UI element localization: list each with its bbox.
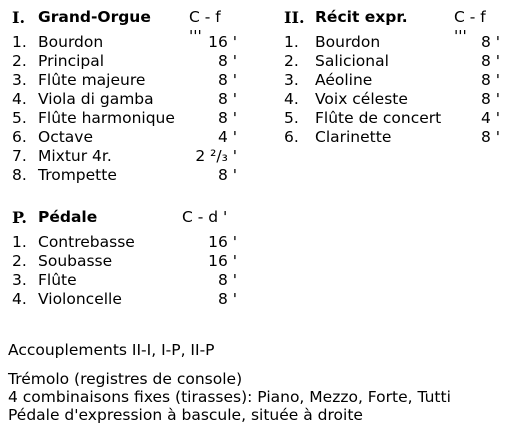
- stop-pitch: 8 ': [480, 33, 500, 51]
- stop-pitch: 8 ': [217, 290, 237, 308]
- stop-number: 6.: [12, 128, 27, 146]
- stop-name: Soubasse: [38, 252, 113, 270]
- division-recit: [284, 8, 500, 146]
- stop-row: [12, 166, 237, 185]
- stop-number: 2.: [284, 52, 299, 70]
- division-compass: C - f ''': [454, 8, 486, 45]
- stop-pitch: 4 ': [217, 128, 237, 146]
- stop-number: 1.: [12, 233, 27, 251]
- stop-list: [12, 233, 237, 309]
- division-compass: C - d ': [182, 208, 228, 226]
- division-header: [12, 208, 237, 227]
- stop-pitch: 2 ²/₃ ': [195, 147, 237, 165]
- stop-number: 7.: [12, 147, 27, 165]
- stop-number: 1.: [284, 33, 299, 51]
- stop-name: Bourdon: [38, 33, 104, 51]
- accessory-tremolo: Trémolo (registres de console): [8, 370, 243, 388]
- stop-row: [284, 52, 500, 71]
- stop-pitch: 8 ': [217, 52, 237, 70]
- stop-row: [284, 128, 500, 147]
- stop-row: [12, 290, 237, 309]
- stop-number: 2.: [12, 52, 27, 70]
- accessories-list: [8, 370, 451, 424]
- stop-list: [284, 33, 500, 147]
- stop-row: [12, 147, 237, 166]
- stop-list: [12, 33, 237, 185]
- stop-row: [12, 90, 237, 109]
- stop-number: 1.: [12, 33, 27, 51]
- stop-name: Clarinette: [315, 128, 392, 146]
- stop-row: [12, 52, 237, 71]
- stop-row: [12, 233, 237, 252]
- stop-row: [12, 71, 237, 90]
- stop-row: [12, 33, 237, 52]
- stop-name: Contrebasse: [38, 233, 135, 251]
- stop-name: Voix céleste: [315, 90, 408, 108]
- stop-pitch: 8 ': [217, 109, 237, 127]
- division-numeral: II.: [284, 8, 305, 27]
- stop-name: Flûte harmonique: [38, 109, 175, 127]
- stop-row: [284, 109, 500, 128]
- stop-number: 5.: [12, 109, 27, 127]
- stop-number: 8.: [12, 166, 27, 184]
- stop-name: Mixtur 4r.: [38, 147, 112, 165]
- stop-pitch: 8 ': [480, 71, 500, 89]
- division-grand-orgue: [12, 8, 237, 184]
- stop-name: Flûte majeure: [38, 71, 146, 89]
- stop-row: [284, 90, 500, 109]
- accessory-combinations: 4 combinaisons fixes (tirasses): Piano, Mezzo, Forte, Tutti: [8, 388, 451, 406]
- stop-number: 4.: [12, 90, 27, 108]
- stop-number: 4.: [284, 90, 299, 108]
- stop-name: Violoncelle: [38, 290, 122, 308]
- stop-pitch: 16 ': [208, 233, 237, 251]
- division-numeral: P.: [12, 208, 27, 227]
- stop-pitch: 8 ': [217, 166, 237, 184]
- stop-pitch: 4 ': [480, 109, 500, 127]
- stop-pitch: 16 ': [208, 33, 237, 51]
- couplers-note: [8, 341, 215, 359]
- accessory-expression-pedal: Pédale d'expression à bascule, située à droite: [8, 406, 363, 424]
- stop-number: 5.: [284, 109, 299, 127]
- stop-name: Octave: [38, 128, 94, 146]
- stop-number: 4.: [12, 290, 27, 308]
- stop-row: [12, 128, 237, 147]
- stop-name: Trompette: [38, 166, 117, 184]
- stop-number: 3.: [284, 71, 299, 89]
- stop-pitch: 16 ': [208, 252, 237, 270]
- stop-pitch: 8 ': [217, 71, 237, 89]
- stop-name: Principal: [38, 52, 105, 70]
- division-compass: C - f ''': [189, 8, 221, 45]
- stop-row: [284, 33, 500, 52]
- stop-name: Viola di gamba: [38, 90, 154, 108]
- stop-row: [284, 71, 500, 90]
- division-name: Récit expr.: [315, 8, 408, 26]
- stop-row: [12, 109, 237, 128]
- stop-pitch: 8 ': [480, 128, 500, 146]
- stop-name: Flûte: [38, 271, 77, 289]
- stop-number: 3.: [12, 71, 27, 89]
- division-pedale: [12, 208, 237, 308]
- stop-pitch: 8 ': [480, 90, 500, 108]
- division-name: Grand-Orgue: [38, 8, 151, 26]
- stop-pitch: 8 ': [217, 271, 237, 289]
- stop-number: 3.: [12, 271, 27, 289]
- stop-name: Aéoline: [315, 71, 373, 89]
- stop-name: Salicional: [315, 52, 389, 70]
- stop-row: [12, 271, 237, 290]
- stop-pitch: 8 ': [480, 52, 500, 70]
- stop-name: Flûte de concert: [315, 109, 442, 127]
- stop-pitch: 8 ': [217, 90, 237, 108]
- division-numeral: I.: [12, 8, 26, 27]
- stop-number: 2.: [12, 252, 27, 270]
- stop-number: 6.: [284, 128, 299, 146]
- couplers-text: Accouplements II-I, I-P, II-P: [8, 341, 215, 359]
- stop-name: Bourdon: [315, 33, 381, 51]
- division-name: Pédale: [38, 208, 98, 226]
- stop-row: [12, 252, 237, 271]
